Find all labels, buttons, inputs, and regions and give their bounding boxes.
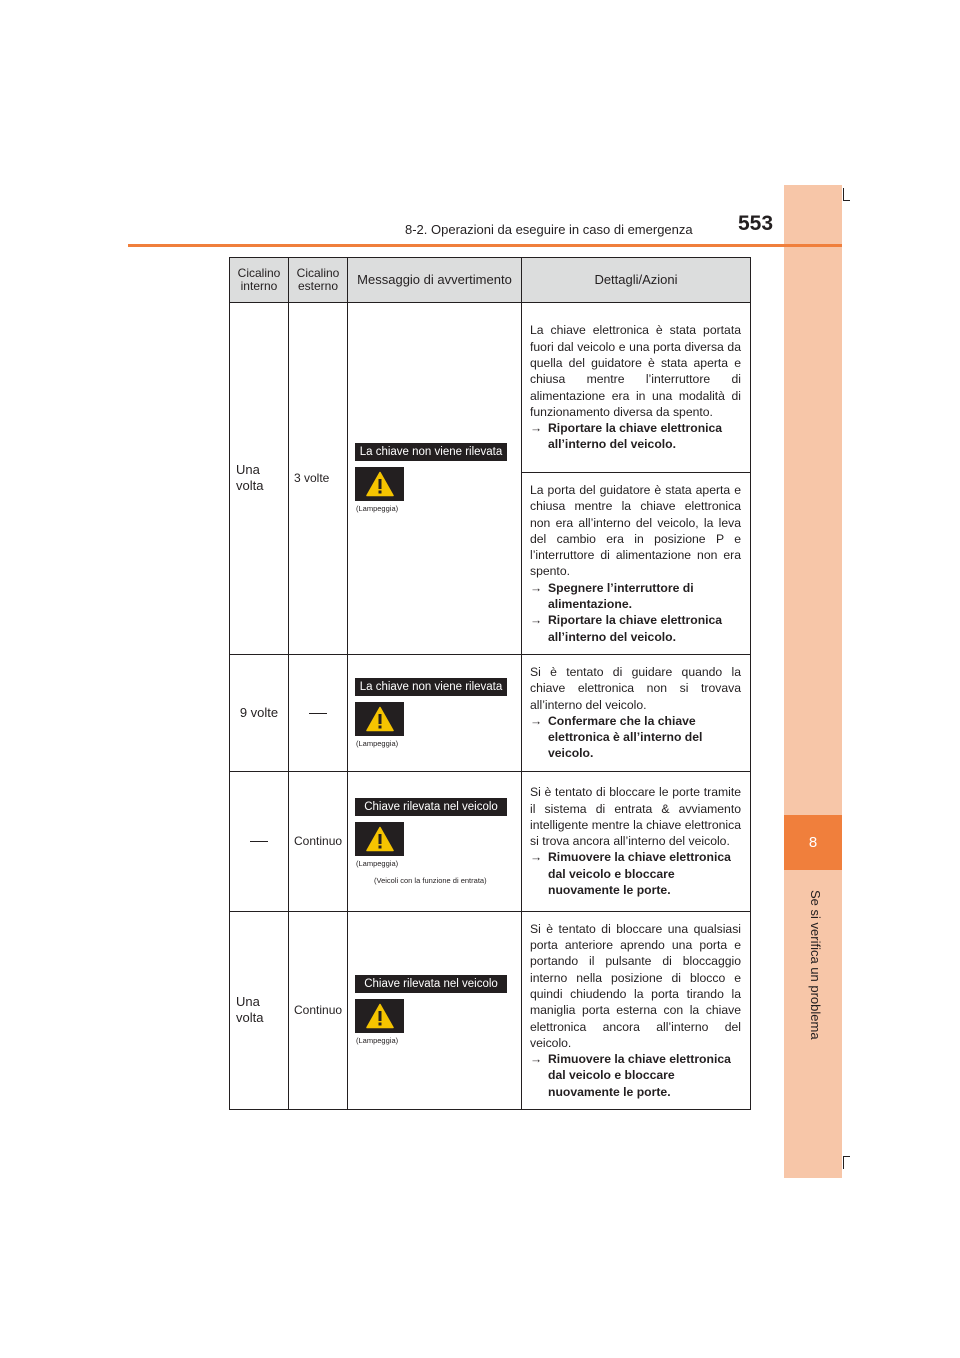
action-item: → Riportare la chiave elettronica all’interno del veicolo. bbox=[530, 421, 723, 452]
internal-buzzer-cell: Una volta bbox=[230, 911, 289, 1109]
details-cell bbox=[522, 473, 751, 655]
warning-message-cell bbox=[348, 654, 522, 771]
dash-mark bbox=[250, 841, 268, 842]
message-banner: La chiave non viene rilevata bbox=[355, 443, 507, 461]
details-cell bbox=[522, 911, 751, 1109]
message-banner: La chiave non viene rilevata bbox=[355, 678, 507, 696]
details-text: Si è tentato di bloccare una qualsiasi porta anteriore aprendo una porta e portando il pulsante di bloccaggio interno nella posizione di blocco e quindi chiudendo la porta tirando la maniglia porta esterna con la chiave elettronica ancora all’interno del veicolo. bbox=[530, 921, 741, 1050]
details-text: Si è tentato di guidare quando la chiave elettronica non si trovava all’interno del veicolo. bbox=[530, 664, 741, 712]
action-item: → Confermare che la chiave elettronica è all’interno del veicolo. bbox=[530, 713, 703, 761]
message-panel bbox=[348, 678, 521, 748]
warning-triangle-icon bbox=[366, 471, 394, 497]
details-text: La chiave elettronica è stata portata fuori dal veicolo e una porta diversa da quella del guidatore è stata aperta e chiusa mentre l’interruttore di alimentazione era in una modalità di funzionamento diversa da spento. bbox=[530, 323, 741, 419]
dash-mark bbox=[309, 713, 327, 714]
internal-buzzer-cell: 9 volte bbox=[230, 654, 289, 771]
message-panel bbox=[348, 975, 521, 1045]
table-row bbox=[230, 303, 751, 473]
details-text: La porta del guidatore è stata aperta e chiusa mentre la chiave elettronica non era all’interno del veicolo, la leva del cambio era in posizione P e l’interruttore di alimentazione non era spento. bbox=[530, 483, 741, 579]
table-header-row bbox=[230, 258, 751, 303]
header-rule bbox=[128, 244, 842, 247]
arrow-right-icon: → bbox=[530, 421, 543, 436]
arrow-right-icon: → bbox=[530, 1052, 543, 1067]
action-item: → Rimuovere la chiave elettronica dal veicolo e bloccare nuovamente le porte. bbox=[530, 850, 731, 897]
arrow-right-icon: → bbox=[530, 613, 543, 628]
chapter-number-tab: 8 bbox=[784, 815, 842, 870]
message-banner: Chiave rilevata nel veicolo bbox=[355, 798, 507, 816]
crop-mark-bottom-h bbox=[843, 1156, 850, 1157]
column-header-warning-message: Messaggio di avvertimento bbox=[348, 258, 522, 303]
message-banner: Chiave rilevata nel veicolo bbox=[355, 975, 507, 993]
section-title: 8-2. Operazioni da eseguire in caso di emergenza bbox=[405, 222, 693, 237]
column-header-internal-buzzer: Cicalino interno bbox=[230, 258, 289, 303]
external-buzzer-cell: Continuo bbox=[289, 771, 348, 911]
arrow-right-icon: → bbox=[530, 713, 543, 728]
column-header-external-buzzer: Cicalino esterno bbox=[289, 258, 348, 303]
external-buzzer-cell: 3 volte bbox=[289, 303, 348, 655]
page-number: 553 bbox=[738, 212, 774, 235]
warning-indicator bbox=[355, 999, 404, 1033]
table-row bbox=[230, 654, 751, 771]
crop-mark-top-h bbox=[843, 200, 850, 201]
external-buzzer-cell: Continuo bbox=[289, 911, 348, 1109]
details-cell bbox=[522, 771, 751, 911]
action-item: → Spegnere l’interruttore di alimentazione. bbox=[530, 580, 694, 612]
action-item: → Rimuovere la chiave elettronica dal veicolo e bloccare nuovamente le porte. bbox=[530, 1052, 731, 1099]
blink-label: (Lampeggia) bbox=[356, 1036, 399, 1046]
arrow-right-icon: → bbox=[530, 850, 543, 865]
warning-indicator bbox=[355, 702, 404, 736]
warning-message-cell bbox=[348, 771, 522, 911]
details-text: Si è tentato di bloccare le porte tramite il sistema di entrata & avviamento intelligente mentre la chiave elettronica si trova ancora all’interno del veicolo. bbox=[530, 785, 741, 849]
table-row bbox=[230, 911, 751, 1109]
blink-label: (Lampeggia) bbox=[356, 858, 399, 868]
warning-message-cell bbox=[348, 303, 522, 655]
action-item: → Riportare la chiave elettronica all’interno del veicolo. bbox=[530, 613, 723, 644]
warning-indicator bbox=[355, 467, 404, 501]
warning-message-cell bbox=[348, 911, 522, 1109]
table-row bbox=[230, 771, 751, 911]
internal-buzzer-cell: Una volta bbox=[230, 303, 289, 655]
message-panel bbox=[348, 798, 521, 885]
internal-buzzer-cell bbox=[230, 771, 289, 911]
blink-label: (Lampeggia) bbox=[356, 738, 399, 748]
external-buzzer-cell bbox=[289, 654, 348, 771]
crop-mark-bottom bbox=[843, 1156, 844, 1169]
warning-indicator bbox=[355, 822, 404, 856]
column-header-details: Dettagli/Azioni bbox=[522, 258, 751, 303]
warning-triangle-icon bbox=[366, 706, 394, 732]
warning-triangle-icon bbox=[366, 1003, 394, 1029]
warning-messages-table bbox=[229, 257, 751, 1110]
blink-label: (Lampeggia) bbox=[356, 504, 399, 514]
chapter-title: Se si verifica un problema bbox=[808, 890, 823, 1040]
arrow-right-icon: → bbox=[530, 580, 543, 595]
details-cell bbox=[522, 303, 751, 473]
message-panel bbox=[348, 443, 521, 513]
warning-triangle-icon bbox=[366, 826, 394, 852]
details-cell bbox=[522, 654, 751, 771]
vehicle-note: (Veicoli con la funzione di entrata) bbox=[374, 875, 487, 885]
